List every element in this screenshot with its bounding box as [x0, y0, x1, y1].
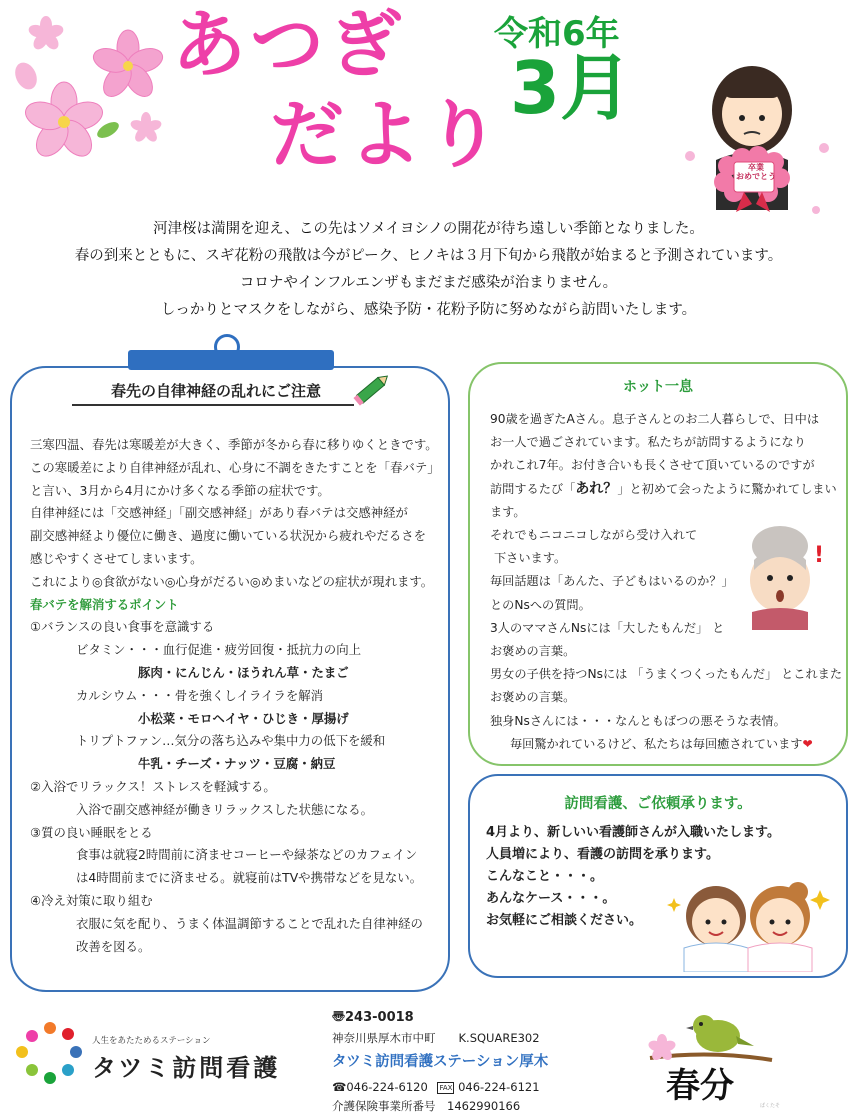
tips-foods: 小松菜・モロヘイヤ・ひじき・厚揚げ [138, 710, 349, 726]
elderly-woman-illustration [740, 520, 830, 630]
story-emphasis: あれ？ [575, 480, 618, 497]
address: 神奈川県厚木市中町 K.SQUARE302 [332, 1031, 540, 1045]
nurses-illustration [666, 878, 834, 972]
story-line: ます。 [490, 504, 526, 519]
health-tips-title: 春先の自律神経の乱れにご注意 [110, 382, 321, 400]
contact-block [332, 1078, 540, 1116]
title-underline [72, 404, 354, 406]
health-tips-body [30, 434, 450, 958]
tips-line: 衣服に気を配り、うまく体温調節することで乱れた自律神経の [76, 915, 423, 931]
svg-text:!: ! [814, 543, 825, 568]
story-line: お褒めの言葉。 [490, 690, 576, 705]
fax-number: 046-224-6121 [458, 1080, 540, 1094]
fax-icon: FAX [439, 1083, 453, 1092]
story-text: 訪問するたび「 [490, 481, 576, 496]
intro-message [0, 216, 857, 324]
story-line: 3人のママさんNsには「大したもんだ」 と [490, 620, 725, 635]
tips-line: 食事は就寝2時間前に済ませコーヒーや緑茶などのカフェイン [76, 847, 418, 863]
contact-numbers [332, 1078, 540, 1097]
tips-foods: 豚肉・にんじん・ほうれん草・たまご [138, 664, 349, 680]
heart-icon: ❤ [802, 736, 813, 751]
tips-line: カルシウム・・・骨を強くしイライラを解消 [76, 687, 324, 703]
tips-line: この寒暖差により自律神経が乱れ、心身に不調をきたすことを「春バテ」 [30, 459, 440, 475]
tips-line: 三寒四温、春先は寒暖差が大きく、季節が冬から春に移りゆくときです。 [30, 437, 438, 452]
intro-line: 春の到来とともに、スギ花粉の飛散は今がピーク、ヒノキは３月下旬から飛散が始まると予測されています。 [74, 248, 783, 264]
newsletter-title-line1: あつぎ [172, 2, 406, 88]
story-line: お一人で過ごされています。私たちが訪問するようになり [490, 435, 806, 450]
care-number: 介護保険事業所番号 1462990166 [332, 1099, 521, 1113]
story-line [490, 733, 846, 756]
issue-era: 令和6年 [494, 14, 620, 54]
recruit-line: お気軽にご相談ください。 [486, 913, 643, 928]
company-logo-icon [8, 1018, 88, 1088]
tips-line: は4時間前までに済ませる。就寝前はTVや携帯などを見ない。 [76, 870, 423, 886]
recruit-title: 訪問看護、ご依頼承ります。 [564, 796, 752, 812]
tips-line: と言い、3月から4月にかけ多くなる季節の症状です。 [30, 482, 330, 498]
story-line: それでもニコニコしながら受け入れて [490, 528, 698, 543]
tips-line: 自律神経には「交感神経」「副交感神経」があり春バテは交感神経が [30, 505, 408, 521]
newsletter-title-line2: だより [270, 92, 504, 178]
story-text: 毎回驚かれているけど、私たちは毎回癒されています [510, 736, 803, 751]
story-title: ホット一息 [623, 379, 693, 395]
tips-line: 副交感神経より優位に働き、過度に働いている状況から疲れやだるさを [30, 528, 427, 544]
address-block [332, 1008, 540, 1048]
tips-point: ③質の良い睡眠をとる [30, 824, 153, 840]
tips-heading: 春バテを解消するポイント [30, 596, 179, 612]
story-line: 独身Nsさんには・・・なんともばつの悪そうな表情。 [490, 713, 786, 728]
tips-line: 入浴で副交感神経が働きリラックスした状態になる。 [76, 801, 374, 817]
postal-code: 〠243-0018 [332, 1010, 414, 1025]
tips-point: ④冷え対策に取り組む [30, 892, 153, 908]
pencil-icon [352, 372, 392, 406]
tel-number: ☎046-224-6120 [332, 1080, 428, 1094]
intro-line: しっかりとマスクをしながら、感染予防・花粉予防に努めながら訪問いたします。 [160, 302, 697, 318]
tips-foods: 牛乳・チーズ・ナッツ・豆腐・納豆 [138, 756, 336, 772]
station-name: タツミ訪問看護ステーション厚木 [332, 1054, 549, 1070]
story-line: 90歳を過ぎたAさん。息子さんとのお二人暮らしで、日中は [490, 412, 820, 426]
intro-line: 河津桜は満開を迎え、この先はソメイヨシノの開花が待ち遠しい季節となりました。 [153, 221, 704, 237]
recruit-line: 4月より、新しいい看護師さんが入職いたします。 [486, 825, 781, 840]
story-line [490, 478, 846, 501]
story-line: とのNsへの質問。 [490, 597, 591, 612]
recruit-line: こんなこと・・・。 [486, 869, 604, 884]
clip-bar [128, 350, 334, 370]
tips-line: これにより◎食欲がない◎心身がだるい◎めまいなどの症状が現れます。 [30, 573, 434, 589]
cherry-blossom-icon [8, 10, 168, 170]
recruit-line: あんなケース・・・。 [486, 891, 616, 906]
issue-month: 3月 [510, 46, 633, 130]
tips-line: トリプトファン…気分の落ち込みや集中力の低下を緩和 [76, 733, 386, 749]
tips-point: ①バランスの良い食事を意識する [30, 619, 215, 635]
tips-point: ②入浴でリラックス！ストレスを軽減する。 [30, 778, 276, 794]
story-line: かれこれ7年。お付き合いも長くさせて頂いているのですが [490, 458, 815, 473]
logo-tagline: 人生をあたためるステーション [92, 1036, 211, 1046]
recruit-line: 人員増により、看護の訪問を承ります。 [486, 847, 719, 862]
story-line: 下さいます。 [494, 551, 567, 566]
season-word: 春分 [666, 1066, 734, 1106]
tips-line: 改善を図る。 [76, 938, 151, 954]
logo-name: タツミ訪問看護 [92, 1054, 281, 1082]
intro-line: コロナやインフルエンザもまだまだ感染が治まりません。 [239, 275, 618, 291]
tips-line: 感じやすくさせてしまいます。 [30, 550, 203, 566]
graduation-badge: 卒業 おめでとう [736, 163, 776, 181]
story-text: 」と初めて会ったように驚かれてしまい [617, 481, 837, 496]
story-line: お褒めの言葉。 [490, 644, 576, 659]
graduate-illustration [676, 60, 836, 220]
story-line: 毎回話題は「あんた、子どもはいるのか？」 [490, 574, 734, 589]
tips-line: ビタミン・・・血行促進・疲労回復・抵抗力の向上 [76, 642, 361, 658]
season-signature: ぱくたそ [760, 1103, 781, 1109]
story-line: 男女の子供を持つNsには 「うまくつくったもんだ」 とこれまた [490, 667, 843, 682]
